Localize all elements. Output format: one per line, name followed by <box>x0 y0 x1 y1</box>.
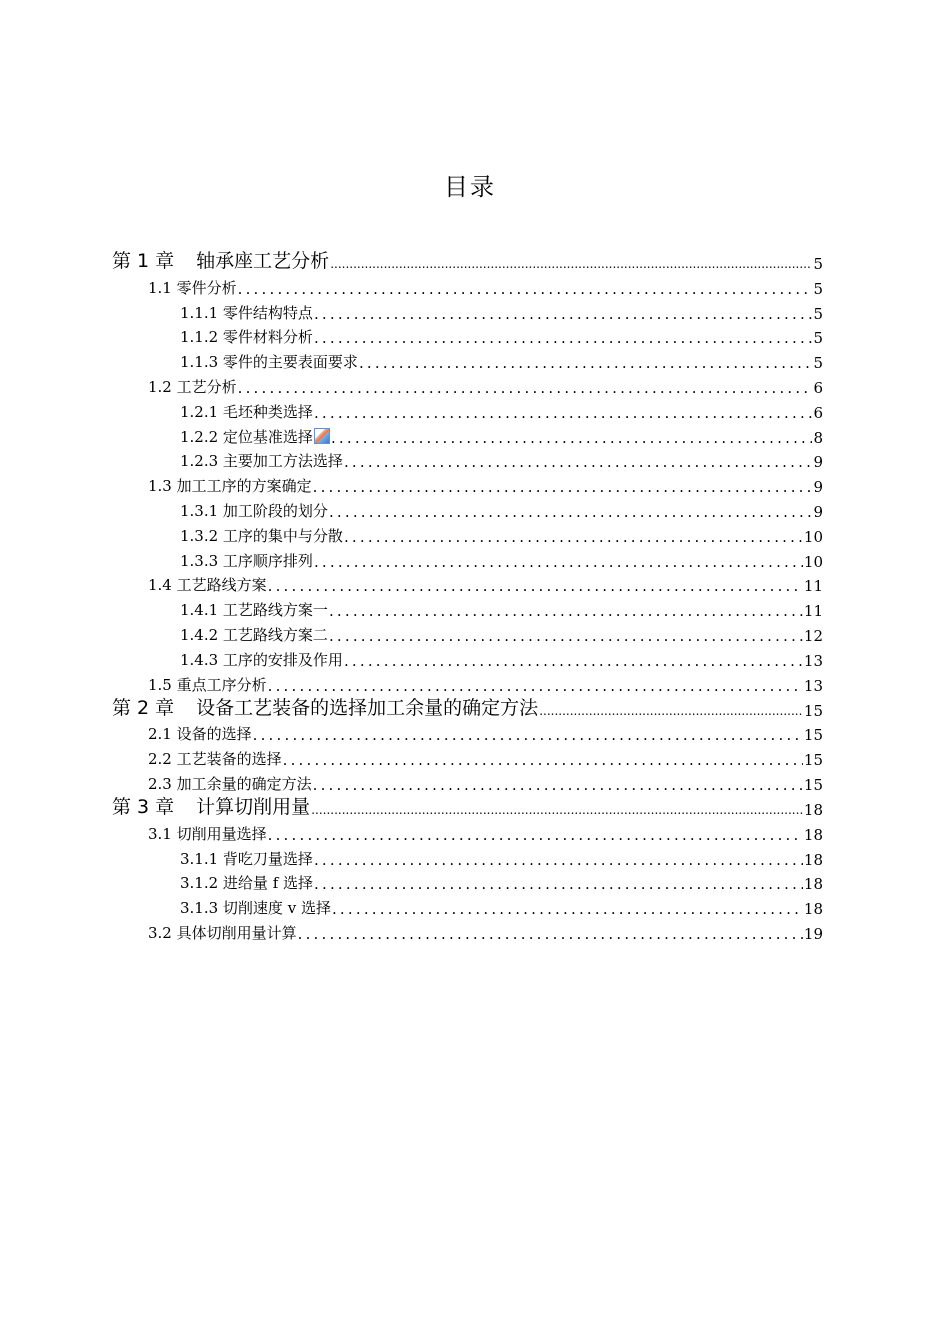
toc-chapter-number: 第 1 章 <box>112 250 175 272</box>
toc-page-number: 9 <box>813 453 823 472</box>
toc-section-entry[interactable] <box>0 471 950 496</box>
toc-entry-label <box>148 674 267 695</box>
toc-entry-label <box>148 475 312 496</box>
toc-dot-leader <box>238 280 813 298</box>
toc-dot-leader <box>314 553 803 571</box>
toc-entry-label <box>148 773 312 794</box>
toc-entry-text: 1.5 重点工序分析 <box>148 675 267 694</box>
toc-dot-leader <box>283 751 803 769</box>
toc-entry-label <box>180 500 328 521</box>
toc-section-entry[interactable] <box>0 670 950 695</box>
toc-page-number: 18 <box>803 825 823 844</box>
toc-dot-leader <box>253 726 803 744</box>
toc-entry-text: 1.3.3 工序顺序排列 <box>180 551 313 570</box>
toc-entry-label <box>180 426 330 447</box>
toc-entry-text: 1.2.2 定位基准选择 <box>180 427 313 446</box>
toc-entry-label <box>148 748 282 769</box>
table-of-contents <box>0 248 950 943</box>
toc-entry-text: 计算切削用量 <box>196 795 311 818</box>
toc-entry-text: 1.4 工艺路线方案 <box>148 576 267 595</box>
toc-page-number: 5 <box>813 304 823 323</box>
toc-dot-leader <box>344 528 803 546</box>
toc-page-number: 6 <box>813 403 823 422</box>
toc-dot-leader <box>344 652 803 670</box>
toc-subsection-entry[interactable] <box>0 347 950 372</box>
toc-entry-text: 1.4.2 工艺路线方案二 <box>180 625 328 644</box>
toc-entry-label <box>180 302 313 323</box>
toc-page-number: 9 <box>813 502 823 521</box>
toc-dot-leader <box>329 627 803 645</box>
toc-subsection-entry[interactable] <box>0 869 950 894</box>
toc-title: 目录 <box>444 173 496 201</box>
toc-page-number: 12 <box>803 626 823 645</box>
toc-entry-text: 2.1 设备的选择 <box>148 725 252 744</box>
toc-dot-leader <box>314 851 803 869</box>
toc-dot-leader <box>331 429 813 447</box>
toc-entry-label <box>180 624 328 645</box>
toc-entry-label <box>180 351 358 372</box>
toc-entry-text: 3.2 具体切削用量计算 <box>148 923 297 942</box>
toc-page-number: 18 <box>803 800 823 819</box>
toc-entry-label <box>180 897 331 918</box>
toc-dot-leader <box>238 379 813 397</box>
toc-entry-label <box>180 525 343 546</box>
toc-entry-label <box>180 649 343 670</box>
toc-entry-label <box>148 574 267 595</box>
toc-entry-text: 3.1.3 切削速度 v 选择 <box>180 899 331 918</box>
toc-dot-leader <box>268 826 803 844</box>
toc-section-entry[interactable] <box>0 918 950 943</box>
toc-page-number: 5 <box>813 255 823 273</box>
toc-entry-text: 1.2.1 毛坯种类选择 <box>180 402 313 421</box>
toc-entry-label <box>112 693 538 720</box>
toc-entry-label <box>180 848 313 869</box>
toc-section-entry[interactable] <box>0 769 950 794</box>
toc-dot-leader <box>344 453 813 471</box>
toc-entry-text: 1.2.3 主要加工方法选择 <box>180 452 343 471</box>
toc-page-number: 5 <box>813 354 823 373</box>
toc-dot-leader <box>313 776 803 794</box>
toc-chapter-entry[interactable] <box>0 248 950 273</box>
toc-entry-text: 1.1.3 零件的主要表面要求 <box>180 353 358 372</box>
toc-section-entry[interactable] <box>0 372 950 397</box>
toc-dot-leader <box>329 602 803 620</box>
toc-dot-leader <box>330 255 812 273</box>
toc-page-number: 15 <box>803 751 823 770</box>
toc-entry-text: 1.3.1 加工阶段的划分 <box>180 501 328 520</box>
toc-entry-text: 1.3 加工工序的方案确定 <box>148 477 312 496</box>
toc-dot-leader <box>314 404 813 422</box>
toc-entry-text: 3.1.1 背吃刀量选择 <box>180 849 313 868</box>
toc-entry-text: 1.4.3 工序的安排及作用 <box>180 650 343 669</box>
toc-page-number: 13 <box>803 676 823 695</box>
toc-page-number: 15 <box>803 775 823 794</box>
toc-page-number: 8 <box>813 428 823 447</box>
toc-subsection-entry[interactable] <box>0 496 950 521</box>
toc-page-number: 10 <box>803 527 823 546</box>
toc-entry-text: 1.1.2 零件材料分析 <box>180 328 313 347</box>
toc-dot-leader <box>329 503 813 521</box>
toc-section-entry[interactable] <box>0 819 950 844</box>
toc-subsection-entry[interactable] <box>0 546 950 571</box>
toc-subsection-entry[interactable] <box>0 620 950 645</box>
toc-entry-label <box>180 872 313 893</box>
toc-page-number: 15 <box>803 726 823 745</box>
toc-entry-text: 1.1 零件分析 <box>148 278 237 297</box>
toc-entry-text: 轴承座工艺分析 <box>196 250 330 272</box>
toc-subsection-entry[interactable] <box>0 645 950 670</box>
toc-entry-label <box>148 823 267 844</box>
toc-page-number: 19 <box>803 924 823 943</box>
toc-entry-text: 2.3 加工余量的确定方法 <box>148 774 312 793</box>
toc-subsection-entry[interactable] <box>0 298 950 323</box>
toc-dot-leader <box>313 478 813 496</box>
toc-subsection-entry[interactable] <box>0 595 950 620</box>
toc-dot-leader <box>311 801 803 819</box>
toc-subsection-entry[interactable] <box>0 893 950 918</box>
toc-dot-leader <box>314 329 813 347</box>
toc-entry-text: 1.4.1 工艺路线方案一 <box>180 601 328 620</box>
toc-page-number: 11 <box>803 577 823 596</box>
toc-page-number: 5 <box>813 279 823 298</box>
toc-section-entry[interactable] <box>0 571 950 596</box>
toc-page-number: 9 <box>813 478 823 497</box>
toc-page-number: 18 <box>803 850 823 869</box>
toc-entry-label <box>112 246 329 273</box>
toc-dot-leader <box>314 875 803 893</box>
toc-dot-leader <box>359 354 813 372</box>
toc-subsection-entry[interactable] <box>0 447 950 472</box>
toc-page-number: 10 <box>803 552 823 571</box>
toc-section-entry[interactable] <box>0 273 950 298</box>
toc-dot-leader <box>298 925 803 943</box>
toc-subsection-entry[interactable] <box>0 422 950 447</box>
toc-entry-text: 设备工艺装备的选择加工余量的确定方法 <box>196 696 539 719</box>
toc-dot-leader <box>268 577 803 595</box>
toc-page-number: 18 <box>803 900 823 919</box>
toc-chapter-entry[interactable] <box>0 794 950 819</box>
toc-entry-label <box>180 326 313 347</box>
toc-subsection-entry[interactable] <box>0 397 950 422</box>
toc-page-number: 5 <box>813 329 823 348</box>
toc-dot-leader <box>332 900 803 918</box>
toc-entry-text: 2.2 工艺装备的选择 <box>148 750 282 769</box>
toc-page-number: 11 <box>803 602 823 621</box>
toc-chapter-number: 第 2 章 <box>112 696 175 719</box>
toc-entry-text: 1.1.1 零件结构特点 <box>180 303 313 322</box>
toc-chapter-number: 第 3 章 <box>112 795 175 818</box>
toc-subsection-entry[interactable] <box>0 323 950 348</box>
toc-entry-label <box>148 376 237 397</box>
toc-chapter-entry[interactable] <box>0 695 950 720</box>
toc-page-number: 18 <box>803 875 823 894</box>
toc-entry-label <box>112 792 310 819</box>
toc-page-number: 15 <box>803 701 823 720</box>
toc-section-entry[interactable] <box>0 744 950 769</box>
toc-dot-leader <box>539 702 803 720</box>
toc-entry-text: 3.1.2 进给量 f 选择 <box>180 874 314 893</box>
toc-entry-text: 1.3.2 工序的集中与分散 <box>180 526 343 545</box>
toc-entry-label <box>148 723 252 744</box>
toc-entry-label <box>180 450 343 471</box>
toc-entry-label <box>148 922 297 943</box>
toc-entry-text: 1.2 工艺分析 <box>148 377 237 396</box>
broken-image-icon <box>314 428 330 444</box>
toc-entry-text: 3.1 切削用量选择 <box>148 824 267 843</box>
toc-section-entry[interactable] <box>0 720 950 745</box>
toc-subsection-entry[interactable] <box>0 844 950 869</box>
toc-page-number: 6 <box>813 378 823 397</box>
toc-entry-label <box>180 401 313 422</box>
toc-dot-leader <box>314 305 813 323</box>
toc-entry-label <box>180 550 313 571</box>
toc-entry-label <box>148 277 237 298</box>
toc-entry-label <box>180 599 328 620</box>
toc-page-number: 13 <box>803 651 823 670</box>
toc-subsection-entry[interactable] <box>0 521 950 546</box>
